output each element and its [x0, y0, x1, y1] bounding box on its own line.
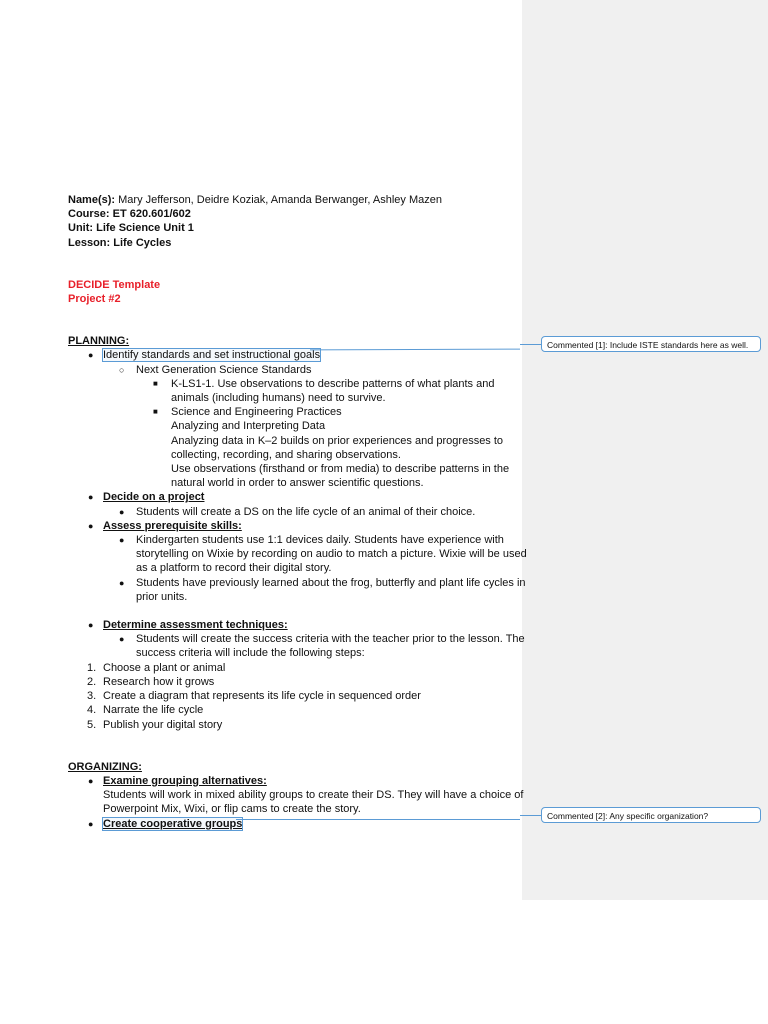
step-number: 3.: [87, 690, 97, 703]
comment-pane: [522, 0, 768, 900]
step-text: Choose a plant or animal: [103, 661, 226, 674]
kls-text-cont: animals (including humans) need to survive.: [171, 392, 386, 405]
examine-text: Students will work in mixed ability groups to create their DS. They will have a choice of: [103, 789, 524, 802]
sep-text: Analyzing data in K–2 builds on prior experiences and progresses to: [171, 434, 504, 447]
step-text: Research how it grows: [103, 675, 215, 688]
step-number: 4.: [87, 704, 97, 717]
bullet-icon: ●: [119, 577, 125, 588]
commented-text-1[interactable]: Identify standards and set instructional goals: [103, 349, 321, 362]
template-title: DECIDE Template: [68, 278, 161, 291]
names-value: Mary Jefferson, Deidre Koziak, Amanda Berwanger, Ashley Mazen: [115, 194, 442, 206]
list-item: [68, 576, 526, 590]
comment-2[interactable]: [541, 807, 761, 823]
lesson-line: Lesson: Life Cycles: [68, 236, 172, 249]
sep-text: Use observations (firsthand or from media) to describe patterns in the: [171, 463, 510, 476]
list-item: [68, 661, 508, 675]
step-text: Narrate the life cycle: [103, 704, 204, 717]
step-text: Create a diagram that represents its life cycle in sequenced order: [103, 690, 421, 703]
organizing-heading: ORGANIZING:: [68, 760, 142, 773]
list-item: [68, 703, 508, 717]
names-label: Name(s):: [68, 194, 116, 206]
comment-connector-1b: [520, 344, 542, 345]
determine-text: success criteria will include the following steps:: [136, 647, 365, 660]
bullet-icon: ●: [88, 775, 94, 786]
kls-text: K-LS1-1. Use observations to describe patterns of what plants and: [171, 377, 495, 390]
decide-heading: Decide on a project: [103, 491, 205, 504]
comment-label: Commented [1]:: [547, 340, 608, 350]
assess-text: prior units.: [136, 590, 188, 603]
commented-text-2[interactable]: Create cooperative groups: [103, 817, 243, 830]
assess-text: Students have previously learned about the frog, butterfly and plant life cycles in: [136, 576, 526, 589]
bullet-icon: ●: [88, 520, 94, 531]
circle-bullet-icon: ○: [119, 364, 125, 375]
bullet-icon: ●: [119, 535, 125, 546]
list-item: [68, 348, 508, 362]
list-item: [68, 363, 508, 377]
square-bullet-icon: ■: [153, 407, 158, 417]
unit-line: Unit: Life Science Unit 1: [68, 222, 194, 235]
step-number: 5.: [87, 718, 97, 731]
document-body: [68, 193, 527, 831]
comment-connector-2b: [520, 815, 542, 816]
comment-connector-2: [236, 819, 520, 820]
square-bullet-icon: ■: [153, 378, 158, 388]
names-line: [68, 193, 508, 207]
examine-text: Powerpoint Mix, Wixi, or flip cams to create the story.: [103, 803, 361, 816]
sep-text: natural world in order to answer scientific questions.: [171, 477, 424, 490]
list-item: [68, 632, 525, 646]
bullet-icon: ●: [88, 620, 94, 631]
decide-text: Students will create a DS on the life cycle of an animal of their choice.: [136, 505, 476, 518]
step-number: 1.: [87, 661, 97, 674]
determine-heading: Determine assessment techniques:: [103, 619, 288, 632]
bullet-icon: ●: [119, 506, 125, 517]
sep-text: Science and Engineering Practices: [171, 406, 342, 419]
comment-text: Any specific organization?: [607, 811, 709, 821]
bullet-icon: ●: [88, 350, 94, 361]
step-text: Publish your digital story: [103, 718, 223, 731]
examine-heading: Examine grouping alternatives:: [103, 774, 267, 787]
list-item: [68, 490, 508, 504]
step-number: 2.: [87, 675, 97, 688]
list-item: [68, 689, 508, 703]
bullet-icon: ●: [88, 492, 94, 503]
list-item: [68, 675, 508, 689]
bullet-icon: ●: [119, 634, 125, 645]
assess-text: as a platform to record their digital story.: [136, 562, 332, 575]
determine-text: Students will create the success criteria with the teacher prior to the lesson. The: [136, 633, 525, 646]
list-item: [68, 618, 508, 632]
ngss-text: Next Generation Science Standards: [136, 363, 312, 376]
bullet-icon: ●: [88, 818, 94, 829]
list-item: [68, 519, 508, 533]
list-item: [68, 718, 508, 732]
sep-text: collecting, recording, and sharing observations.: [171, 448, 401, 461]
sep-text: Analyzing and Interpreting Data: [171, 420, 326, 433]
assess-text: storytelling on Wixie by recording on audio to match a picture. Wixie will be used: [136, 548, 527, 561]
assess-text: Kindergarten students use 1:1 devices daily. Students have experience with: [136, 534, 504, 547]
list-item: [68, 405, 508, 419]
list-item: [68, 533, 508, 547]
comment-text: Include ISTE standards here as well.: [607, 340, 749, 350]
list-item: [68, 377, 508, 391]
planning-heading: PLANNING:: [68, 335, 130, 348]
comment-1[interactable]: [541, 336, 761, 352]
comment-label: Commented [2]:: [547, 811, 608, 821]
project-number: Project #2: [68, 293, 121, 306]
assess-heading: Assess prerequisite skills:: [103, 519, 242, 532]
list-item: [68, 774, 508, 788]
course-line: Course: ET 620.601/602: [68, 208, 191, 221]
list-item: [68, 505, 508, 519]
